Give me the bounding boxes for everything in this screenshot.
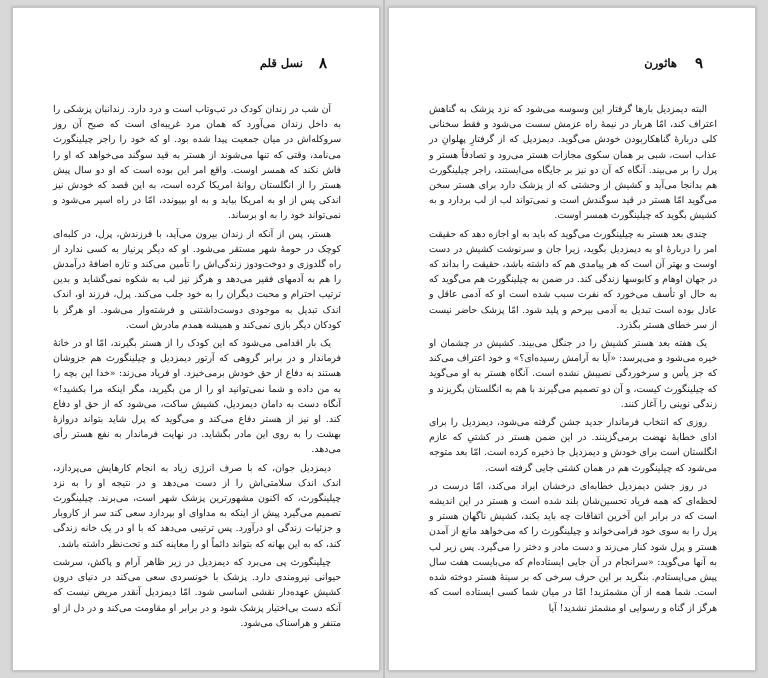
paragraph: آن شب در زندان کودک در تب‌وتاب است و درد دارد. زندانبان پزشکی را به داخل زندان می‌آورد که همان مرد غریبه‌ای است که صبح آن روز سروکله‌اش در میان جمعیت پیدا شده بود. او که خود را راجر چیلینگورث می‌نامد، وقتی که تنها می‌شوند از هستر به قید سوگند می‌خواهد که او را فاش نکند که همسر اوست. واقع امر این بوده است که او دو سال پیش هستر را از انگلستان روانهٔ امریکا کرده است، به این قصد که خودش نیز اندکی پس از او به امریکا بیاید و به او بپیوندد، امّا در راه اسیر می‌شود و نمی‌تواند خود را به او برساند. (53, 104, 341, 222)
paragraph: روزی که انتخاب فرماندار جدید جشن گرفته می‌شود، دیمزدیل را برای ادای خطابهٔ نهضت برمی‌گزینند. در این ضمن هستر در کشتیِ که عازم انگلستان است برای خودش و دیمزدیل جا ذخیره کرده است. امّا بعد متوجه می‌شود که چیلینگورث هم در همان کشتی جایی گرفته است. (429, 417, 717, 474)
page-body (53, 102, 341, 640)
page-header (441, 56, 703, 74)
running-title: نسل قلم (259, 56, 303, 70)
page-number: ۹ (694, 54, 703, 72)
paragraph: البته دیمزدیل بارها گرفتار این وسوسه می‌شود که نزد پزشک به گناهش اعتراف کند، امّا هربار در نیمهٔ راه عزمش سست می‌شود و فقط سخنانی کلی دربارهٔ گناهکاربودن خودش می‌گوید. دیمزدیل که از گرفتارِ پهلوانِ در عذاب است، شبی بر همان سکوی مجازات هستر می‌رود و تصادفاً هستر و پرل را بر می‌بیند. آنگاه که آن دو نیز بر جایگاه می‌ایستند، راجر چیلینگورث هم بدانجا می‌آید و کشیش از وحشتی که از پزشک دارد برای هستر سخن می‌گوید امّا هستر در قید سوگندش است و نمی‌تواند لب از لب بردارد و به کشیش بگوید که چیلینگورث همسر اوست. (429, 104, 717, 222)
paragraph: چیلینگورث پی می‌برد که دیمزدیل در زیر ظاهر آرام و پاکش، سرشت حیوانی نیرومندی دارد. پزشک با خونسردی سعی می‌کند در دنیای درون کشیش عهده‌دار نقشی اساسی شود. امّا دیمزدیل آنقدر مریض نیست که آنکه دست بی‌اختیار پزشک شود و در برابر او مقاومت می‌کند و در دل از او متنفر و هراسناک می‌شود. (53, 556, 341, 629)
paragraph: در روز جشن دیمزدیل خطابه‌ای درخشان ایراد می‌کند، امّا درست در لحظه‌ای که همه فریاد تحسین‌شان بلند شده است و هستر در این اندیشه است که در برابر این آخرین اتفاقات چه باید بکند، کشیش ناگهان هستر و پرل را به سوی خود فرامی‌خواند و چیلینگورث را که می‌خواهد مانع از آمدن هستر و پرل شود کنار می‌زند و دست مادر و دختر را می‌گیرد. پس زیر لب به آنها می‌گوید: «سرانجام در آن جایی ایستاده‌ام که می‌بایست هفت سال پیش می‌ایستادم. بنگرید بر این حرف سرخی که بر سینهٔ هستر دوخته شده است. شما همه از آن مشمئزید! امّا در میان شما کسی ایستاده است که هرگز از گناه و رسوایی او مشمئز نشدید! آیا (429, 480, 717, 614)
running-title: هاثورن (644, 56, 677, 70)
page-body (429, 102, 717, 640)
paragraph: یک هفته بعد هستر کشیش را در جنگل می‌بیند. کشیش در چشمان او خیره می‌شود و می‌پرسد: «آیا به آرامش رسیده‌ای؟» و خود اعتراف می‌کند که جز یأس و سرخوردگی نصیبش نشده است. آنگاه هستر به او می‌گوید که چیلینگورث کیست، و آن دو تصمیم می‌گیرند با هم به انگلستان بگریزند و زندگی نوینی را آغاز کنند. (429, 338, 717, 410)
left-page (12, 7, 380, 671)
page-gutter (383, 0, 385, 678)
page-number: ۸ (318, 54, 327, 72)
paragraph: دیمزدیل جوان، که با صرف انرژی زیاد به انجام کارهایش می‌پردازد، اندک اندک سلامتی‌اش را از دست می‌دهد و در نتیجه او را به نزد چیلینگورث، که اکنون مشهورترین پزشک شهر است، می‌برند. چیلینگورث تصمیم می‌گیرد پیش از اینکه به مداوای او بپردازد سعی کند سر از کاروبار و جزئیات زندگی او درآورد. پس ترتیبی می‌دهد که با او در یک خانه زندگی کند، که به این بهانه که بتواند دائماً او را معاینه کند و تحت‌نظر داشته باشد. (53, 462, 341, 550)
paragraph: هستر، پس از آنکه از زندان بیرون می‌آید، با فرزندش، پرل، در کلبه‌ای کوچک در حومهٔ شهر مستقر می‌شود. او که دیگر پرنیاز به کسی ندارد از راه گلدوزی و دوخت‌ودوز زندگی‌اش را تأمین می‌کند و تازه اضافهٔ درآمدش را هم به آدمهای فقیر می‌دهد و هرگز نیز لب به شکوه نمی‌گشاید و بدین ترتیب احترام و محبت دیگران را به خود جلب می‌کند. پرل، فرزند او، اندک اندک تبدیل به موجودی دوست‌داشتنی و فرشته‌وار می‌شود. او هرگز با کودکان دیگر بازی نمی‌کند و همیشه همدم مادرش است. (53, 228, 341, 331)
paragraph: چندی بعد هستر به چیلینگورث می‌گوید که باید به او اجازه دهد که حقیقت امر را دربارهٔ او به دیمزدیل بگوید، زیرا جان و سرنوشت کشیش در دست اوست و بهتر آن است که هر پیامدی هم که داشته باشد، حقیقت را بداند که در جهان اوهام و کابوسها زندگی کند. در ضمن به چیلینگورث هم می‌گوید که به حال او تأسف می‌خورد که نفرت سبب شده است او که آدمی عاقل و عادل بوده است تبدیل به آدمی بیرحم و پلید شود. امّا پزشک حاضر نیست از سر خطای هستر بگذرد. (429, 228, 717, 331)
page-header (65, 56, 327, 74)
paragraph: یک بار اقدامی می‌شود که این کودک را از هستر بگیرند، امّا او در خانهٔ فرماندار و در برابر گروهی که آرتور دیمزدیل و چیلینگورث هم جزوشان هستند به دفاع از حق خودش برمی‌خیزد. او فریاد می‌زند: «خدا این بچه را به من داده و شما نمی‌توانید او را از من بگیرید، مگر اینکه مرا بکشید!» آنگاه دست به دامان دیمزدیل، کشیش ساکت، می‌شود که از حق او دفاع کند. او نیز از هستر دفاع می‌کند و می‌گوید که پرل شاید بتواند دروازهٔ بهشت را به روی این مادر بگشاید. در نهایت فرماندار به نفع هستر رأی می‌دهد. (53, 338, 341, 456)
right-page (388, 7, 756, 671)
